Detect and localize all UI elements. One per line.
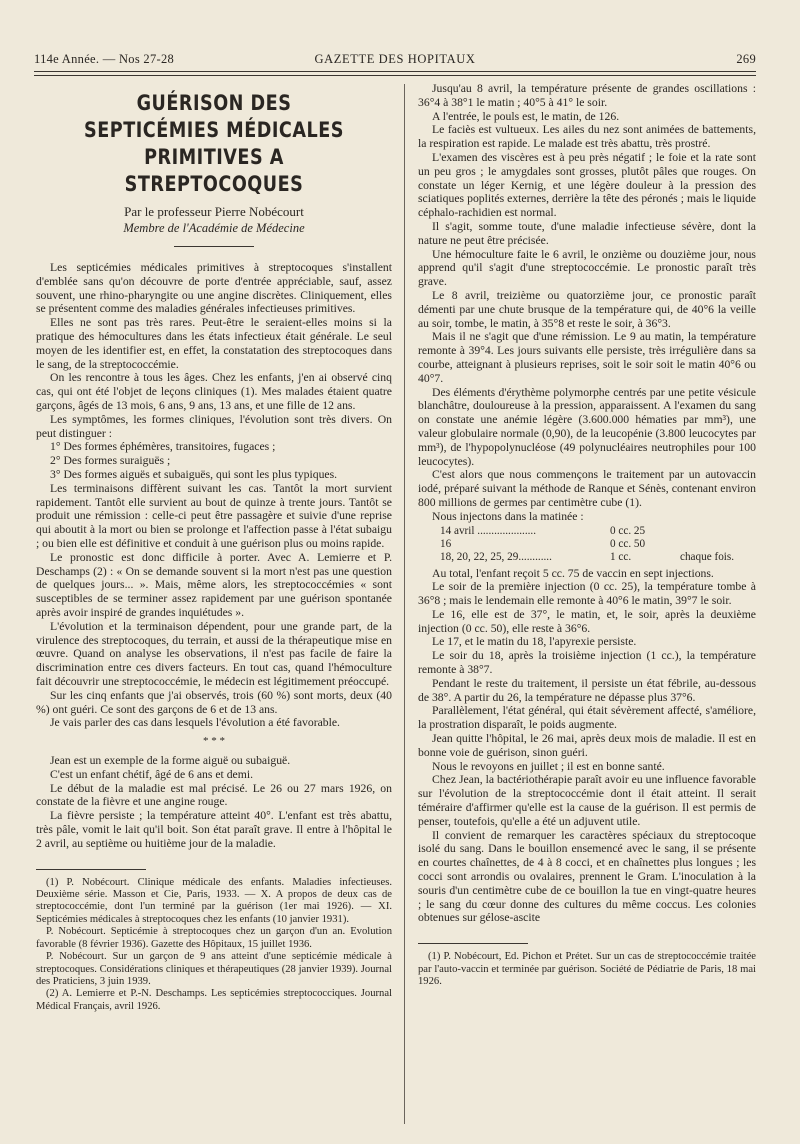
title-rule — [174, 246, 254, 247]
footnote: (1) P. Nobécourt, Ed. Pichon et Prétet. Sur un cas de streptococcémie traitée par l'auto-vaccin et terminée par guérison. Société de Pédiatrie de Paris, 18 mai 1926. — [418, 951, 756, 988]
header-rule — [34, 71, 756, 72]
paragraph: Le 17, et le matin du 18, l'apyrexie persiste. — [432, 635, 637, 649]
paragraph: Chez Jean, la bactériothérapie paraît avoir eu une influence favorable sur l'évolution de la streptococcémie dont il était atteint. Il serait téméraire d'affirmer qu'elle est la cause de la guérison. Il est permis de penser, toutefois, qu'elle a été un adjuvent utile. — [418, 773, 756, 828]
paragraph: Je vais parler des cas dans lesquels l'évolution a été favorable. — [50, 716, 340, 730]
paragraph: Le 16, elle est de 37°, le matin, et, le soir, après la deuxième injection (0 cc. 50), elle reste à 36°6. — [418, 607, 756, 635]
injection-days: 16 — [440, 537, 452, 550]
footnote: P. Nobécourt. Sur un garçon de 9 ans atteint d'une septicémie médicale à streptocoques. Considérations cliniques et thérapeutiques (28 janvier 1939). Journal des Praticiens, 3 juin 1939. — [36, 951, 392, 987]
paragraph: Les septicémies médicales primitives à streptocoques s'installent d'emblée sans qu'on découvre de porte d'entrée appréciable, sauf, assez souvent, une rhino-pharyngite ou une angine discrètes. Cliniquement, elles se présentent comme des maladies générales infectieuses primitives. — [36, 261, 392, 316]
injection-days: 14 avril ..................... — [440, 524, 537, 537]
footnote-rule — [418, 943, 528, 944]
paragraph: 2° Des formes suraiguës ; — [50, 454, 171, 468]
paragraph: L'examen des viscères est à peu près négatif ; le foie et la rate sont un peu gros ; le amygdales sont grosses, plutôt pâles que rouges. On constate un léger Kernig, et une légère douleur à la pression des sciatiques poplités externes, derrière la tête des péronés ; mais le liquide céphalo-rachidien est normal. — [418, 150, 756, 220]
paragraph: Le 8 avril, treizième ou quatorzième jour, ce pronostic paraît démenti par une chute brusque de la température qui, de 40°6 la veille au soir, tombe, le matin, à 35°8 et reste le soir, à 36°3. — [418, 288, 756, 330]
footnote-rule — [36, 869, 146, 870]
paragraph: C'est alors que nous commençons le traitement par un autovaccin iodé, préparé suivant la méthode de Ranque et Sénès, contenant environ 800 millions de germes par centimètre cube (1). — [418, 468, 756, 509]
author-line: Par le professeur Pierre Nobécourt — [124, 204, 304, 219]
header-rule-thin — [34, 75, 756, 76]
paragraph: Mais il ne s'agit que d'une rémission. Le 9 au matin, la température remonte à 39°4. Les jours suivants elle persiste, très irrégulière dans sa courbe, atteignant à plusieurs reprises, soit le soir soit le matin 40°6 ou 40°7. — [418, 330, 756, 385]
injection-dose: 0 cc. 50 — [610, 537, 646, 550]
right-footnotes — [418, 951, 756, 988]
left-body-text-2 — [36, 754, 392, 851]
paragraph: Le début de la maladie est mal précisé. Le 26 ou 27 mars 1926, on constate de la fièvre et une angine rouge. — [36, 781, 392, 809]
paragraph: Le soir du 18, après la troisième injection (1 cc.), la température remonte à 38°7. — [418, 649, 756, 677]
paragraph: Parallèlement, l'état général, qui était sévèrement affecté, s'améliore, la prostration disparaît, le poids augmente. — [418, 704, 756, 732]
right-column — [418, 82, 756, 988]
paragraph: Jean est un exemple de la forme aiguë ou subaiguë. — [50, 754, 291, 768]
paragraph: La fièvre persiste ; la température atteint 40°. L'enfant est très abattu, très pâle, vomit le lait qu'il boit. Son état paraît grave. Il entre à l'hôpital le 2 avril, au septième ou huitième jour de la maladie. — [36, 809, 392, 850]
footnote: P. Nobécourt. Septicémie à streptocoques chez un garçon d'un an. Evolution favorable (8 février 1936). Gazette des Hôpitaux, 15 juillet 1936. — [36, 926, 392, 950]
running-head — [34, 52, 756, 68]
paragraph: 3° Des formes aiguës et subaiguës, qui sont les plus typiques. — [50, 467, 338, 481]
footnote: (2) A. Lemierre et P.-N. Deschamps. Les septicémies streptococciques. Journal Médical Français, avril 1926. — [36, 988, 392, 1012]
paragraph: Une hémoculture faite le 6 avril, le onzième ou douzième jour, nous apprend qu'il s'agit d'une streptococcémie. Le pronostic paraît très grave. — [418, 247, 756, 289]
journal-name: GAZETTE DES HOPITAUX — [314, 52, 476, 66]
paragraph: Elles ne sont pas très rares. Peut-être le seraient-elles moins si la pratique des hémocultures dans les états infectieux était générale. Le seul moyen de les identifier est, en effet, la constatation des streptocoques dans le sang, de la streptococcémie. — [36, 316, 392, 371]
article-title — [68, 90, 360, 198]
paragraph: Il convient de remarquer les caractères spéciaux du streptocoque isolé du sang. Dans le bouillon ensemencé avec le sang, il se présente en courtes chaînettes, de 4 à 8 cocci, et en chaînettes plus longues ; les cocci sont arrondis ou ovalaires, prennent le Gram. L'inoculation à la souris d'un centimètre cube de ce bouillon la tue en vingt-quatre heures ; le sang du cœur donne des cultures du même coccus. Les colonies obtenues sur gélose-ascite — [418, 828, 756, 925]
injection-row — [440, 525, 756, 538]
paragraph: A l'entrée, le pouls est, le matin, de 126. — [432, 109, 620, 123]
column-divider — [404, 84, 405, 1124]
injection-note: chaque fois. — [680, 550, 735, 563]
page-number: 269 — [736, 52, 756, 66]
paragraph: Jusqu'au 8 avril, la température présente de grandes oscillations : 36°4 à 38°1 le matin ; 40°5 à 41° le soir. — [418, 82, 756, 109]
paragraph: Les terminaisons diffèrent suivant les cas. Tantôt la mort survient rapidement. Tantôt elle survient au bout de quinze à trente jours. Tantôt se produit une rémission : celle-ci peut être passagère et suivie d'une reprise qui aboutit à la mort ou bien se prolonge et l'affection passe à l'état subaigu ; ou bien elle est définitive et conduit à une guérison plus ou moins rapide. — [36, 481, 392, 550]
paragraph: Le pronostic est donc difficile à porter. Avec A. Lemierre et P. Deschamps (2) : « On se demande souvent si la mort n'est pas une question de quelques jours... ». Mais, même alors, les streptococcémies « sont susceptibles de se terminer assez rapidement par une guérison spontanée après avoir inspiré de grandes inquiétudes ». — [36, 550, 392, 619]
author-affiliation: Membre de l'Académie de Médecine — [123, 221, 305, 235]
issue-info: 114e Année. — Nos 27-28 — [34, 52, 175, 66]
section-break: * * * — [203, 735, 225, 748]
paragraph: Pendant le reste du traitement, il persiste un état fébrile, au-dessous de 38°. A partir du 26, la température ne dépasse plus 37°6. — [418, 676, 756, 704]
injection-row — [440, 538, 756, 551]
paragraph: Il s'agit, somme toute, d'une maladie infectieuse sévère, dont la nature ne peut être précisée. — [418, 219, 756, 247]
paragraph: Le soir de la première injection (0 cc. 25), la température tombe à 36°8 ; mais le lendemain elle remonte à 40°6 le matin, 39°7 le soir. — [418, 580, 756, 608]
right-body-text — [418, 82, 756, 524]
injection-schedule — [440, 525, 756, 564]
right-body-text-2 — [418, 567, 756, 926]
paragraph: Des éléments d'érythème polymorphe centrés par une petite vésicule blanchâtre, douloureuse à la pression, apparaissent. A l'examen du sang on constate une anémie légère (3.600.000 hématies par mm³), une valeur globulaire normale (0,90), de la leucopénie (3.800 leucocytes par mm³), de l'hypopolynucléose (49 polynucléaires neutrophiles pour 100 leucocytes). — [418, 385, 756, 468]
paragraph: 1° Des formes éphémères, transitoires, fugaces ; — [50, 440, 276, 454]
paragraph: Jean quitte l'hôpital, le 26 mai, après deux mois de maladie. Il est en bonne voie de guérison, sinon guéri. — [418, 732, 756, 759]
injection-dose: 1 cc. — [610, 550, 632, 563]
paragraph: Au total, l'enfant reçoit 5 cc. 75 de vaccin en sept injections. — [432, 566, 714, 580]
injection-dose: 0 cc. 25 — [610, 524, 646, 537]
paragraph: Nous injectons dans la matinée : — [432, 509, 584, 523]
paragraph: Sur les cinq enfants que j'ai observés, trois (60 %) sont morts, deux (40 %) ont guéri. Ce sont des garçons de 6 et de 13 ans. — [36, 688, 392, 716]
paragraph: Nous le revoyons en juillet ; il est en bonne santé. — [432, 759, 665, 773]
left-footnotes — [36, 877, 392, 1013]
injection-row — [440, 551, 756, 564]
paragraph: Le faciès est vultueux. Les ailes du nez sont animées de battements, la respiration est rapide. Le malade est très abattu, très prostré. — [418, 123, 756, 151]
paragraph: On les rencontre à tous les âges. Chez les enfants, j'en ai observé cinq cas, qui ont été l'objet de leçons cliniques (1). Mes malades étaient quatre garçons, âgés de 13 mois, 6 ans, 9 ans, 13 ans, et une fille de 12 ans. — [36, 371, 392, 412]
left-column — [36, 82, 392, 1013]
paragraph: L'évolution et la terminaison dépendent, pour une grande part, de la virulence des streptocoques, du terrain, et aussi de la thérapeutique mise en œuvre. Quand on analyse les observations, il n'est pas facile de faire la discrimination entre ces divers facteurs. En tout cas, quand l'hémoculture fait découvrir une streptococcémie, le médecin est légitimement préoccupé. — [36, 619, 392, 688]
injection-days: 18, 20, 22, 25, 29............ — [440, 550, 552, 563]
left-body-text — [36, 261, 392, 730]
paragraph: C'est un enfant chétif, âgé de 6 ans et demi. — [50, 767, 253, 781]
paragraph: Les symptômes, les formes cliniques, l'évolution sont très divers. On peut distinguer : — [36, 412, 392, 440]
title-line-2: PRIMITIVES A STREPTOCOQUES — [124, 145, 304, 197]
footnote: (1) P. Nobécourt. Clinique médicale des enfants. Maladies infectieuses. Deuxième série. Masson et Cie, Paris, 1933. — X. A propos de deux cas de streptococcémie, dont l'un terminé par la guérison (1er mai 1926). — XI. Septicémies médicales à streptocoques chez les enfants (10 janvier 1931). — [36, 876, 392, 925]
title-line-1: GUÉRISON DES SEPTICÉMIES MÉDICALES — [84, 91, 344, 143]
